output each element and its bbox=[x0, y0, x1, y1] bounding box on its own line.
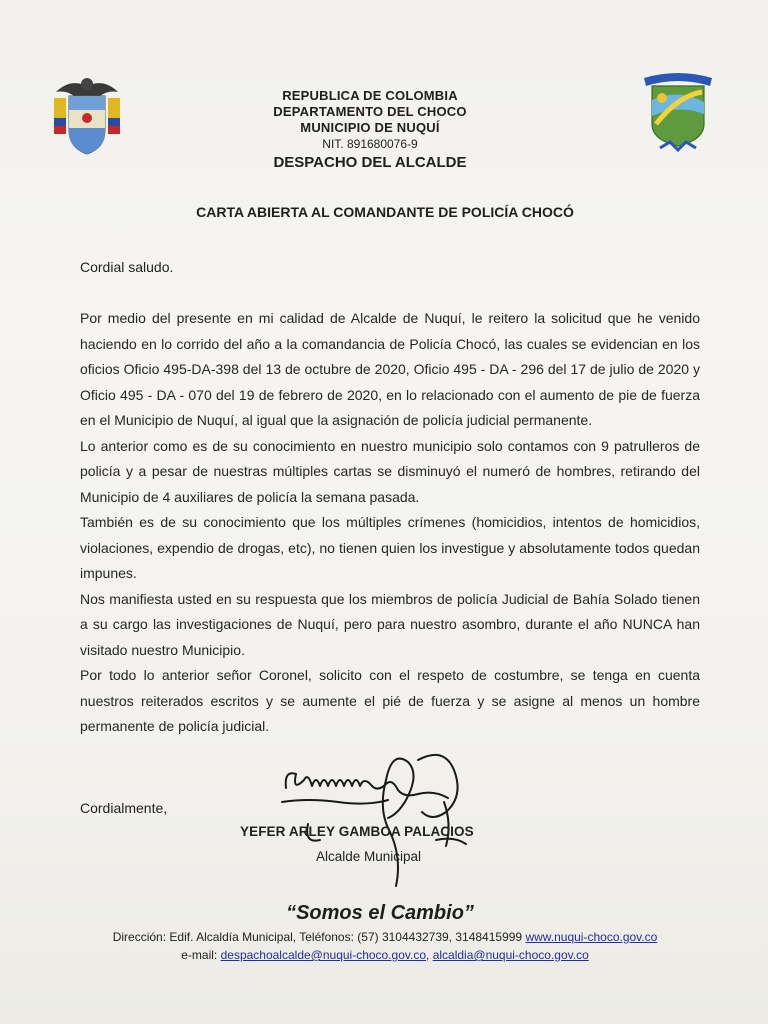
signer-name: YEFER ARLEY GAMBOA PALACIOS bbox=[240, 824, 474, 839]
letterhead bbox=[200, 88, 540, 172]
signer-role: Alcalde Municipal bbox=[316, 849, 422, 864]
handwritten-signature-icon bbox=[268, 740, 488, 890]
footer-email-label: e-mail: bbox=[181, 948, 218, 962]
letter-paragraph: Nos manifiesta usted en su respuesta que los miembros de policía Judicial de Bahía Solado tienen a su cargo las investigaciones de Nuquí, pero para nuestro asombro, durante el año NUNCA han visitado nuestro Municipio. bbox=[80, 590, 700, 658]
footer-website-link[interactable]: www.nuqui-choco.gov.co bbox=[525, 930, 658, 944]
footer-email-link-2[interactable]: alcaldia@nuqui-choco.gov.co bbox=[432, 948, 589, 962]
colombia-coat-of-arms-icon bbox=[50, 74, 124, 158]
letter-paragraph: Lo anterior como es de su conocimiento en nuestro municipio solo contamos con 9 patrulleros de policía y a pesar de nuestras múltiples cartas se disminuyó el numeró de hombres, retirando del Municipio de 4 auxiliares de policía la semana pasada. bbox=[80, 437, 700, 505]
letter-paragraph: También es de su conocimiento que los múltiples crímenes (homicidios, intentos de homicidios, violaciones, expendio de drogas, etc), no tienen quien los investigue y absolutamente todos quedan impunes. bbox=[80, 514, 700, 581]
footer-address-line bbox=[90, 928, 680, 946]
municipality-seal-icon bbox=[640, 68, 716, 152]
footer-contact bbox=[90, 928, 680, 964]
footer-email-line: e-mail: despachoalcalde@nuqui-choco.gov.co, alcaldia@nuqui-choco.gov.co bbox=[181, 948, 589, 962]
letter-closing: Cordialmente, bbox=[80, 800, 168, 816]
letter-body bbox=[80, 306, 700, 740]
header-department: DEPARTAMENTO DEL CHOCO bbox=[273, 104, 467, 119]
header-nit: NIT. 891680076-9 bbox=[322, 137, 418, 151]
footer-slogan: “Somos el Cambio” bbox=[286, 902, 474, 924]
header-municipality: MUNICIPIO DE NUQUÍ bbox=[300, 120, 440, 135]
letter-paragraph: Por medio del presente en mi calidad de Alcalde de Nuquí, le reitero la solicitud que he venido haciendo en lo corrido del año a la comandancia de Policía Chocó, las cuales se evidencian en los oficios Oficio 495-DA-398 del 13 de octubre de 2020, Oficio 495 - DA - 296 del 17 de julio de 2020 y Oficio 495 - DA - 070 del 19 de febrero de 2020, en lo relacionado con el aumento de pie de fuerza en el Municipio de Nuquí, al igual que la asignación de policía judicial permanente. bbox=[80, 310, 700, 428]
letter-title: CARTA ABIERTA AL COMANDANTE DE POLICÍA CHOCÓ bbox=[196, 204, 574, 220]
letter-greeting: Cordial saludo. bbox=[80, 259, 174, 275]
header-office: DESPACHO DEL ALCALDE bbox=[273, 154, 467, 171]
header-country: REPUBLICA DE COLOMBIA bbox=[282, 88, 458, 103]
footer-email-link-1[interactable]: despachoalcalde@nuqui-choco.gov.co bbox=[220, 948, 427, 962]
letter-paragraph: Por todo lo anterior señor Coronel, solicito con el respeto de costumbre, se tenga en cuenta nuestros reiterados escritos y se aumente el pié de fuerza y se asigne al menos un hombre permanente de policía judicial. bbox=[80, 667, 700, 734]
footer-address: Dirección: Edif. Alcaldía Municipal, Teléfonos: (57) 3104432739, 3148415999 bbox=[112, 930, 523, 944]
